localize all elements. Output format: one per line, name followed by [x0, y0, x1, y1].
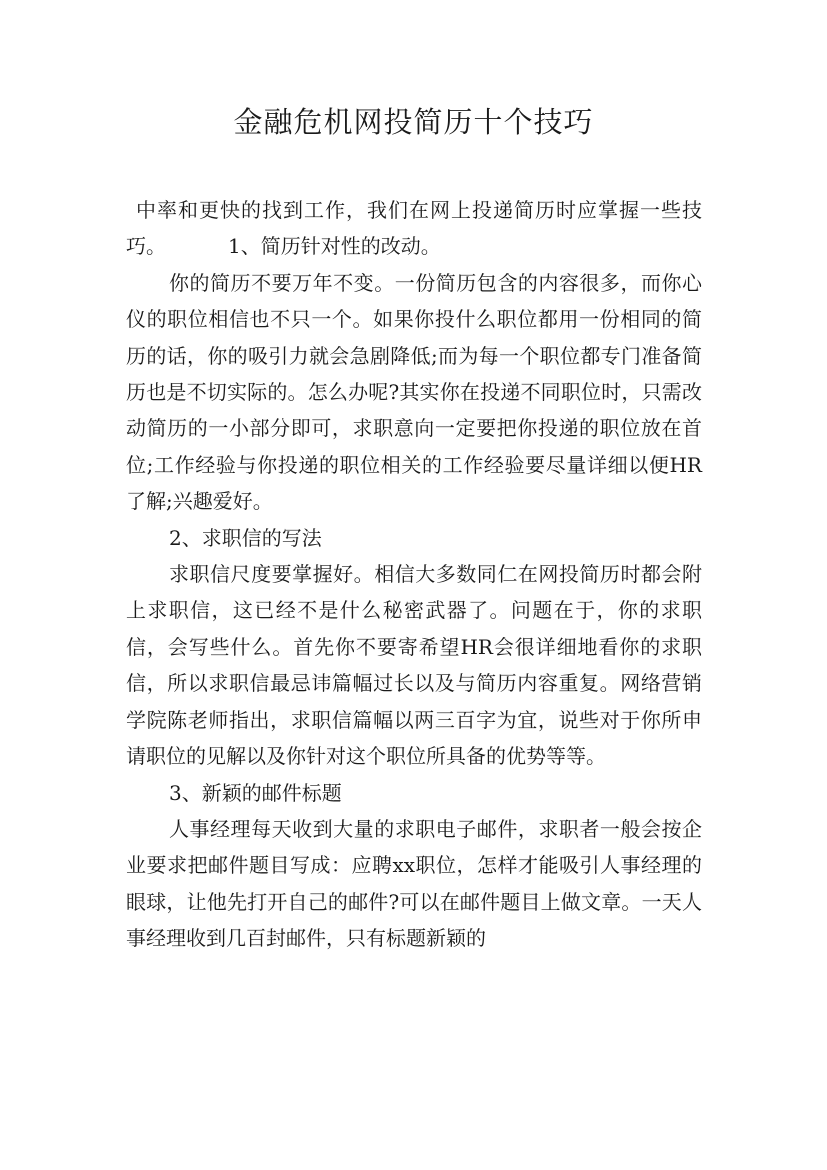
section-heading-2: 2、求职信的写法: [169, 525, 322, 550]
document-body: [126, 192, 702, 957]
section-heading-1: 1、简历针对性的改动。: [228, 234, 441, 259]
paragraph-email-subject: 人事经理每天收到大量的求职电子邮件，求职者一般会按企业要求把邮件题目写成：应聘xx职位，怎样才能吸引人事经理的眼球，让他先打开自己的邮件?可以在邮件题目上做文章。一天人事经理收到几百封邮件，只有标题新颖的: [126, 816, 702, 951]
paragraph-resume-tailoring: 你的简历不要万年不变。一份简历包含的内容很多，而你心仪的职位相信也不只一个。如果你投什么职位都用一份相同的简历的话，你的吸引力就会急剧降低;而为每一个职位都专门准备简历也是不切实际的。怎么办呢?其实你在投递不同职位时，只需改动简历的一小部分即可，求职意向一定要把你投递的职位放在首位;工作经验与你投递的职位相关的工作经验要尽量详细以便HR了解;兴趣爱好。: [126, 270, 702, 514]
paragraph-cover-letter: 求职信尺度要掌握好。相信大多数同仁在网投简历时都会附上求职信，这已经不是什么秘密武器了。问题在于，你的求职信，会写些什么。首先你不要寄希望HR会很详细地看你的求职信，所以求职信最忌讳篇幅过长以及与简历内容重复。网络营销学院陈老师指出，求职信篇幅以两三百字为宜，说些对于你所申请职位的见解以及你针对这个职位所具备的优势等等。: [126, 562, 702, 769]
section-heading-3: 3、新颖的邮件标题: [169, 780, 342, 805]
intro-paragraph: [126, 192, 702, 265]
intro-text: 中率和更快的找到工作，我们在网上投递简历时应掌握一些技巧。: [126, 198, 702, 259]
document-title: 金融危机网投简历十个技巧: [233, 105, 594, 139]
